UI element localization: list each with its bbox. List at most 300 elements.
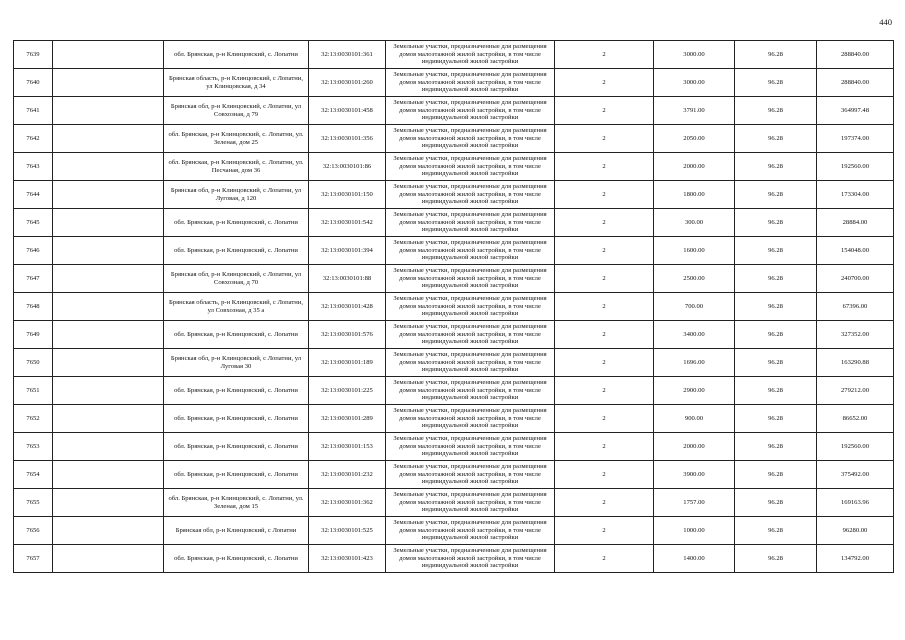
- empty-cell: [53, 41, 164, 69]
- table-row: [14, 517, 894, 545]
- row-number-cell: [14, 489, 53, 517]
- row-number: 7650: [26, 358, 40, 366]
- land-use-text: Земельные участки, предназначенные для размещения домов малоэтажной жилой застройки, в том числе индивидуальной жилой застройки: [393, 350, 547, 374]
- area-value: 3400.00: [683, 330, 705, 338]
- address-cell: [164, 489, 309, 517]
- row-number: 7639: [26, 50, 40, 58]
- group-value: 2: [602, 442, 606, 450]
- area-cell: [654, 377, 735, 405]
- address-text: Брянская обл, р-н Клинцовский, с Лопатни, ул Совхозная, д 70: [170, 270, 302, 286]
- address-text: обл. Брянская, р-н Клинцовский, с. Лопатни: [174, 330, 298, 338]
- area-value: 1696.00: [683, 358, 705, 366]
- area-cell: [654, 209, 735, 237]
- total-cell: [817, 293, 894, 321]
- area-value: 700.00: [684, 302, 704, 310]
- total-cell: [817, 545, 894, 573]
- cadastral-number-cell: [309, 433, 386, 461]
- rate-value: 96.28: [768, 414, 783, 422]
- empty-cell: [53, 293, 164, 321]
- total-value: 163290.88: [840, 358, 870, 366]
- address-cell: [164, 461, 309, 489]
- table-row: [14, 237, 894, 265]
- row-number-cell: [14, 517, 53, 545]
- cadastral-number-cell: [309, 181, 386, 209]
- area-cell: [654, 125, 735, 153]
- cadastral-number-cell: [309, 209, 386, 237]
- cadastral-number-cell: [309, 41, 386, 69]
- rate-cell: [735, 153, 817, 181]
- total-cell: [817, 433, 894, 461]
- rate-value: 96.28: [768, 218, 783, 226]
- cadastral-number: 32:13:0030101:356: [321, 134, 373, 142]
- total-cell: [817, 69, 894, 97]
- address-cell: [164, 293, 309, 321]
- total-cell: [817, 265, 894, 293]
- total-cell: [817, 517, 894, 545]
- rate-value: 96.28: [768, 442, 783, 450]
- cadastral-number: 32:13:0030101:525: [321, 526, 373, 534]
- land-use-text: Земельные участки, предназначенные для размещения домов малоэтажной жилой застройки, в том числе индивидуальной жилой застройки: [393, 406, 547, 430]
- total-value: 28884.00: [842, 218, 868, 226]
- area-value: 2900.00: [683, 386, 705, 394]
- area-value: 3000.00: [683, 78, 705, 86]
- land-use-cell: [386, 209, 555, 237]
- area-cell: [654, 69, 735, 97]
- land-use-cell: [386, 405, 555, 433]
- row-number-cell: [14, 545, 53, 573]
- total-cell: [817, 181, 894, 209]
- table-row: [14, 209, 894, 237]
- address-cell: [164, 405, 309, 433]
- address-cell: [164, 97, 309, 125]
- total-cell: [817, 405, 894, 433]
- rate-cell: [735, 209, 817, 237]
- group-cell: [555, 41, 654, 69]
- land-use-cell: [386, 349, 555, 377]
- address-text: обл. Брянская, р-н Клинцовский, с. Лопатни: [174, 386, 298, 394]
- row-number-cell: [14, 405, 53, 433]
- table-row: [14, 405, 894, 433]
- empty-cell: [53, 181, 164, 209]
- area-value: 1600.00: [683, 246, 705, 254]
- row-number: 7655: [26, 498, 40, 506]
- row-number: 7643: [26, 162, 40, 170]
- row-number-cell: [14, 69, 53, 97]
- group-value: 2: [602, 274, 606, 282]
- cadastral-number: 32:13:0030101:542: [321, 218, 373, 226]
- row-number: 7656: [26, 526, 40, 534]
- land-use-text: Земельные участки, предназначенные для размещения домов малоэтажной жилой застройки, в том числе индивидуальной жилой застройки: [393, 210, 547, 234]
- cadastral-number-cell: [309, 489, 386, 517]
- table-row: [14, 293, 894, 321]
- rate-cell: [735, 517, 817, 545]
- rate-value: 96.28: [768, 246, 783, 254]
- cadastral-number: 32:13:0030101:88: [322, 274, 372, 282]
- total-cell: [817, 125, 894, 153]
- total-cell: [817, 321, 894, 349]
- table-row: [14, 461, 894, 489]
- group-cell: [555, 181, 654, 209]
- land-use-cell: [386, 237, 555, 265]
- address-cell: [164, 153, 309, 181]
- registry-table: [13, 40, 894, 573]
- land-use-cell: [386, 41, 555, 69]
- total-cell: [817, 349, 894, 377]
- cadastral-number-cell: [309, 349, 386, 377]
- group-cell: [555, 97, 654, 125]
- group-value: 2: [602, 414, 606, 422]
- total-value: 96280.00: [842, 526, 868, 534]
- area-value: 2500.00: [683, 274, 705, 282]
- cadastral-number: 32:13:0030101:225: [321, 386, 373, 394]
- land-use-text: Земельные участки, предназначенные для размещения домов малоэтажной жилой застройки, в том числе индивидуальной жилой застройки: [393, 266, 547, 290]
- row-number-cell: [14, 97, 53, 125]
- area-value: 1800.00: [683, 190, 705, 198]
- land-use-text: Земельные участки, предназначенные для размещения домов малоэтажной жилой застройки, в том числе индивидуальной жилой застройки: [393, 518, 547, 542]
- address-text: обл. Брянская, р-н Клинцовский, с. Лопатни: [174, 50, 298, 58]
- area-cell: [654, 181, 735, 209]
- land-use-text: Земельные участки, предназначенные для размещения домов малоэтажной жилой застройки, в том числе индивидуальной жилой застройки: [393, 42, 547, 66]
- area-value: 1400.00: [683, 554, 705, 562]
- address-cell: [164, 349, 309, 377]
- empty-cell: [53, 237, 164, 265]
- total-value: 67396.00: [842, 302, 868, 310]
- row-number: 7654: [26, 470, 40, 478]
- group-value: 2: [602, 106, 606, 114]
- address-text: обл. Брянская, р-н Клинцовский, с. Лопатни, ул. Зеленая, дом 15: [168, 494, 304, 510]
- address-text: обл. Брянская, р-н Клинцовский, с. Лопатни, ул. Зеленая, дом 25: [168, 130, 304, 146]
- area-value: 1000.00: [683, 526, 705, 534]
- land-use-cell: [386, 125, 555, 153]
- address-cell: [164, 377, 309, 405]
- total-cell: [817, 377, 894, 405]
- address-cell: [164, 433, 309, 461]
- group-cell: [555, 489, 654, 517]
- address-cell: [164, 41, 309, 69]
- land-use-cell: [386, 265, 555, 293]
- area-cell: [654, 265, 735, 293]
- rate-cell: [735, 321, 817, 349]
- total-cell: [817, 153, 894, 181]
- table-row: [14, 41, 894, 69]
- area-value: 3791.00: [683, 106, 705, 114]
- land-use-cell: [386, 69, 555, 97]
- group-value: 2: [602, 190, 606, 198]
- area-cell: [654, 405, 735, 433]
- total-value: 279212.00: [840, 386, 870, 394]
- rate-value: 96.28: [768, 50, 783, 58]
- total-cell: [817, 461, 894, 489]
- row-number: 7653: [26, 442, 40, 450]
- row-number-cell: [14, 125, 53, 153]
- land-use-text: Земельные участки, предназначенные для размещения домов малоэтажной жилой застройки, в том числе индивидуальной жилой застройки: [393, 546, 547, 570]
- rate-cell: [735, 41, 817, 69]
- land-use-text: Земельные участки, предназначенные для размещения домов малоэтажной жилой застройки, в том числе индивидуальной жилой застройки: [393, 434, 547, 458]
- rate-cell: [735, 349, 817, 377]
- table-row: [14, 349, 894, 377]
- table-row: [14, 489, 894, 517]
- address-cell: [164, 69, 309, 97]
- total-value: 364997.48: [840, 106, 870, 114]
- group-value: 2: [602, 218, 606, 226]
- row-number-cell: [14, 293, 53, 321]
- row-number: 7657: [26, 554, 40, 562]
- cadastral-number: 32:13:0030101:86: [322, 162, 372, 170]
- table-row: [14, 97, 894, 125]
- group-value: 2: [602, 498, 606, 506]
- empty-cell: [53, 377, 164, 405]
- address-text: Брянская обл, р-н Клинцовский, с Лопатни, ул Луговая 30: [170, 354, 302, 370]
- cadastral-number-cell: [309, 153, 386, 181]
- total-cell: [817, 209, 894, 237]
- address-cell: [164, 545, 309, 573]
- land-use-cell: [386, 321, 555, 349]
- land-use-text: Земельные участки, предназначенные для размещения домов малоэтажной жилой застройки, в том числе индивидуальной жилой застройки: [393, 378, 547, 402]
- land-use-cell: [386, 433, 555, 461]
- rate-cell: [735, 293, 817, 321]
- group-cell: [555, 405, 654, 433]
- address-text: обл. Брянская, р-н Клинцовский, с. Лопатни: [174, 470, 298, 478]
- row-number: 7646: [26, 246, 40, 254]
- row-number: 7651: [26, 386, 40, 394]
- group-value: 2: [602, 330, 606, 338]
- group-value: 2: [602, 358, 606, 366]
- rate-cell: [735, 405, 817, 433]
- total-value: 169163.96: [840, 498, 870, 506]
- group-value: 2: [602, 162, 606, 170]
- cadastral-number-cell: [309, 265, 386, 293]
- area-cell: [654, 153, 735, 181]
- total-value: 288840.00: [840, 78, 870, 86]
- rate-value: 96.28: [768, 498, 783, 506]
- empty-cell: [53, 433, 164, 461]
- area-cell: [654, 461, 735, 489]
- rate-cell: [735, 489, 817, 517]
- address-text: обл. Брянская, р-н Клинцовский, с. Лопатни: [174, 414, 298, 422]
- group-value: 2: [602, 302, 606, 310]
- area-value: 3000.00: [683, 50, 705, 58]
- rate-cell: [735, 181, 817, 209]
- area-cell: [654, 293, 735, 321]
- address-text: обл. Брянская, р-н Клинцовский, с. Лопатни: [174, 554, 298, 562]
- area-cell: [654, 433, 735, 461]
- table-row: [14, 125, 894, 153]
- rate-cell: [735, 97, 817, 125]
- cadastral-number-cell: [309, 321, 386, 349]
- cadastral-number-cell: [309, 405, 386, 433]
- table-row: [14, 265, 894, 293]
- land-use-cell: [386, 517, 555, 545]
- total-value: 173304.00: [840, 190, 870, 198]
- total-cell: [817, 237, 894, 265]
- rate-value: 96.28: [768, 470, 783, 478]
- cadastral-number: 32:13:0030101:260: [321, 78, 373, 86]
- area-value: 3900.00: [683, 470, 705, 478]
- cadastral-number: 32:13:0030101:153: [321, 442, 373, 450]
- row-number-cell: [14, 265, 53, 293]
- table-row: [14, 181, 894, 209]
- cadastral-number: 32:13:0030101:428: [321, 302, 373, 310]
- row-number-cell: [14, 461, 53, 489]
- cadastral-number: 32:13:0030101:232: [321, 470, 373, 478]
- empty-cell: [53, 321, 164, 349]
- rate-value: 96.28: [768, 526, 783, 534]
- group-cell: [555, 433, 654, 461]
- group-cell: [555, 209, 654, 237]
- group-value: 2: [602, 246, 606, 254]
- empty-cell: [53, 349, 164, 377]
- land-use-text: Земельные участки, предназначенные для размещения домов малоэтажной жилой застройки, в том числе индивидуальной жилой застройки: [393, 70, 547, 94]
- group-cell: [555, 349, 654, 377]
- cadastral-number-cell: [309, 69, 386, 97]
- table-row: [14, 69, 894, 97]
- empty-cell: [53, 461, 164, 489]
- rate-value: 96.28: [768, 358, 783, 366]
- area-cell: [654, 321, 735, 349]
- rate-value: 96.28: [768, 190, 783, 198]
- cadastral-number: 32:13:0030101:394: [321, 246, 373, 254]
- group-cell: [555, 293, 654, 321]
- row-number-cell: [14, 181, 53, 209]
- row-number: 7649: [26, 330, 40, 338]
- total-value: 327352.00: [840, 330, 870, 338]
- group-value: 2: [602, 386, 606, 394]
- table-row: [14, 153, 894, 181]
- empty-cell: [53, 153, 164, 181]
- empty-cell: [53, 125, 164, 153]
- rate-value: 96.28: [768, 78, 783, 86]
- land-use-cell: [386, 545, 555, 573]
- row-number-cell: [14, 153, 53, 181]
- address-cell: [164, 265, 309, 293]
- table-row: [14, 321, 894, 349]
- address-text: обл. Брянская, р-н Клинцовский, с. Лопатни: [174, 442, 298, 450]
- land-use-text: Земельные участки, предназначенные для размещения домов малоэтажной жилой застройки, в том числе индивидуальной жилой застройки: [393, 490, 547, 514]
- rate-value: 96.28: [768, 386, 783, 394]
- row-number-cell: [14, 349, 53, 377]
- address-cell: [164, 209, 309, 237]
- area-value: 1757.00: [683, 498, 705, 506]
- land-use-text: Земельные участки, предназначенные для размещения домов малоэтажной жилой застройки, в том числе индивидуальной жилой застройки: [393, 98, 547, 122]
- land-use-text: Земельные участки, предназначенные для размещения домов малоэтажной жилой застройки, в том числе индивидуальной жилой застройки: [393, 182, 547, 206]
- group-cell: [555, 153, 654, 181]
- group-value: 2: [602, 526, 606, 534]
- address-text: Брянская обл, р-н Клинцовский, с Лопатни: [175, 526, 297, 534]
- row-number-cell: [14, 433, 53, 461]
- rate-value: 96.28: [768, 134, 783, 142]
- land-use-text: Земельные участки, предназначенные для размещения домов малоэтажной жилой застройки, в том числе индивидуальной жилой застройки: [393, 238, 547, 262]
- group-value: 2: [602, 470, 606, 478]
- rate-value: 96.28: [768, 554, 783, 562]
- cadastral-number-cell: [309, 293, 386, 321]
- group-value: 2: [602, 554, 606, 562]
- address-text: обл. Брянская, р-н Клинцовский, с. Лопатни, ул. Песчаная, дом 36: [168, 158, 304, 174]
- rate-cell: [735, 69, 817, 97]
- cadastral-number: 32:13:0030101:362: [321, 498, 373, 506]
- row-number-cell: [14, 209, 53, 237]
- cadastral-number: 32:13:0030101:458: [321, 106, 373, 114]
- table-row: [14, 433, 894, 461]
- empty-cell: [53, 97, 164, 125]
- rate-value: 96.28: [768, 302, 783, 310]
- empty-cell: [53, 489, 164, 517]
- land-use-text: Земельные участки, предназначенные для размещения домов малоэтажной жилой застройки, в том числе индивидуальной жилой застройки: [393, 322, 547, 346]
- empty-cell: [53, 265, 164, 293]
- empty-cell: [53, 517, 164, 545]
- address-text: обл. Брянская, р-н Клинцовский, с. Лопатни: [174, 246, 298, 254]
- cadastral-number-cell: [309, 125, 386, 153]
- land-use-cell: [386, 293, 555, 321]
- cadastral-number: 32:13:0030101:423: [321, 554, 373, 562]
- land-use-cell: [386, 181, 555, 209]
- rate-value: 96.28: [768, 274, 783, 282]
- address-cell: [164, 321, 309, 349]
- area-cell: [654, 349, 735, 377]
- rate-value: 96.28: [768, 106, 783, 114]
- total-cell: [817, 97, 894, 125]
- rate-cell: [735, 461, 817, 489]
- total-value: 86652.00: [842, 414, 868, 422]
- area-cell: [654, 97, 735, 125]
- address-text: Брянская область, р-н Клинцовский, с Лопатни, ул Клинцовская, д 34: [169, 74, 303, 90]
- total-value: 192560.00: [840, 162, 870, 170]
- area-value: 900.00: [684, 414, 704, 422]
- cadastral-number-cell: [309, 517, 386, 545]
- area-cell: [654, 237, 735, 265]
- cadastral-number-cell: [309, 377, 386, 405]
- area-cell: [654, 517, 735, 545]
- cadastral-number: 32:13:0030101:189: [321, 358, 373, 366]
- land-use-cell: [386, 377, 555, 405]
- cadastral-number: 32:13:0030101:150: [321, 190, 373, 198]
- address-cell: [164, 181, 309, 209]
- area-value: 2050.00: [683, 134, 705, 142]
- land-use-text: Земельные участки, предназначенные для размещения домов малоэтажной жилой застройки, в том числе индивидуальной жилой застройки: [393, 126, 547, 150]
- total-value: 192560.00: [840, 442, 870, 450]
- rate-value: 96.28: [768, 330, 783, 338]
- row-number-cell: [14, 237, 53, 265]
- empty-cell: [53, 405, 164, 433]
- group-value: 2: [602, 78, 606, 86]
- group-cell: [555, 545, 654, 573]
- area-cell: [654, 41, 735, 69]
- empty-cell: [53, 209, 164, 237]
- row-number: 7647: [26, 274, 40, 282]
- land-use-cell: [386, 153, 555, 181]
- table-row: [14, 377, 894, 405]
- area-cell: [654, 489, 735, 517]
- group-cell: [555, 237, 654, 265]
- row-number-cell: [14, 321, 53, 349]
- row-number: 7648: [26, 302, 40, 310]
- land-use-text: Земельные участки, предназначенные для размещения домов малоэтажной жилой застройки, в том числе индивидуальной жилой застройки: [393, 294, 547, 318]
- address-text: Брянская обл, р-н Клинцовский, с Лопатни, ул Совхозная, д 79: [170, 102, 302, 118]
- row-number: 7641: [26, 106, 40, 114]
- rate-cell: [735, 433, 817, 461]
- rate-cell: [735, 265, 817, 293]
- land-use-cell: [386, 489, 555, 517]
- rate-cell: [735, 125, 817, 153]
- table-row: [14, 545, 894, 573]
- total-value: 197374.00: [840, 134, 870, 142]
- group-cell: [555, 265, 654, 293]
- row-number-cell: [14, 377, 53, 405]
- address-cell: [164, 517, 309, 545]
- area-value: 2000.00: [683, 442, 705, 450]
- group-cell: [555, 321, 654, 349]
- row-number-cell: [14, 41, 53, 69]
- area-value: 300.00: [684, 218, 704, 226]
